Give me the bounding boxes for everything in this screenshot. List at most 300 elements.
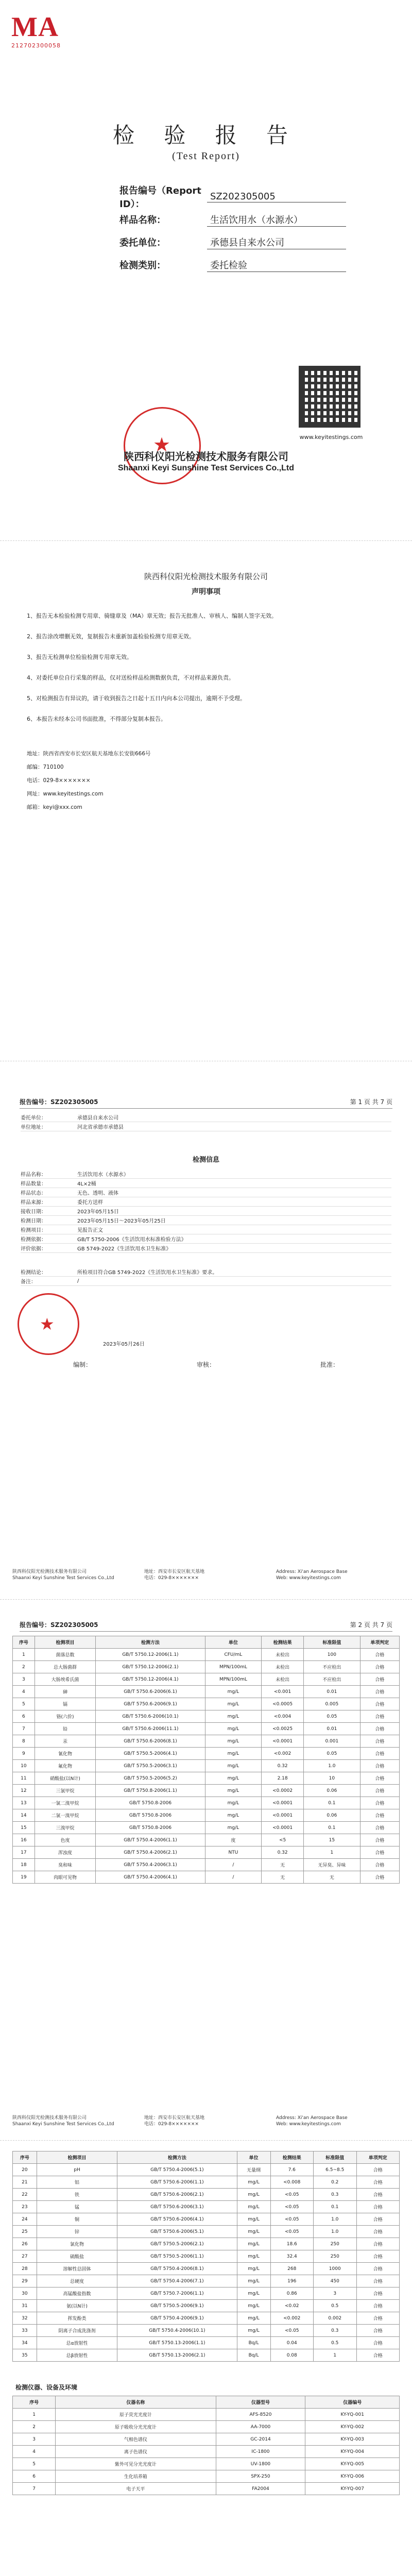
page-footer [12, 1569, 400, 1581]
table-cell: 合格 [360, 1772, 399, 1785]
table-row [13, 1785, 400, 1797]
table-cell: 4 [13, 2446, 56, 2458]
table-cell: <0.05 [270, 2201, 313, 2213]
table-cell: 0.86 [270, 2287, 313, 2300]
info-section-title: 检测信息 [192, 1156, 219, 1164]
info-key: 单位地址： [21, 1125, 46, 1130]
footer-line: Web: www.keyitestings.com [276, 2122, 341, 2127]
table-cell: 原子荧光光度计 [56, 2409, 216, 2421]
report-id: 报告编号：SZ202305005 [20, 1098, 98, 1106]
report-id: 报告编号：SZ202305005 [20, 1621, 98, 1629]
table-cell: <0.05 [270, 2325, 313, 2337]
table-cell: 总α放射性 [37, 2337, 117, 2349]
cover-field-row [119, 231, 346, 253]
table-cell: 31 [13, 2300, 37, 2312]
table-cell: 菌落总数 [35, 1649, 96, 1661]
table-cell: mg/L [205, 1797, 262, 1809]
table-cell: GB/T 5750.6-2006(2.1) [117, 2189, 237, 2201]
table-cell: 6.5~8.5 [313, 2164, 356, 2176]
table-cell: 合格 [360, 1723, 399, 1735]
table-cell: 268 [270, 2263, 313, 2275]
table-row [13, 2409, 400, 2421]
table-cell: 2 [13, 1661, 35, 1673]
table-cell: 合格 [360, 1760, 399, 1772]
column-header: 仪器名称 [56, 2396, 216, 2409]
info-value: 委托方送样 [77, 1200, 103, 1206]
table-cell: GB/T 5750.5-2006(4.1) [96, 1748, 205, 1760]
footer-line: Address: Xi'an Aerospace Base [276, 1569, 348, 1574]
table-cell: 3 [13, 1673, 35, 1686]
table-cell: 0.2 [313, 2176, 356, 2189]
field-value: SZ202305005 [207, 191, 346, 202]
table-cell: 16 [13, 1834, 35, 1846]
contact-line: 地址：陕西省西安市长安区航天基地东长安街666号 [27, 751, 151, 757]
table-cell: 35 [13, 2349, 37, 2362]
table-cell: 不应检出 [304, 1673, 360, 1686]
table-row [13, 2433, 400, 2446]
table-cell: 生化培养箱 [56, 2470, 216, 2483]
info-line [21, 1113, 391, 1122]
table-cell: 无 [262, 1859, 304, 1871]
table-cell: mg/L [237, 2201, 270, 2213]
table-cell: 铜 [37, 2213, 117, 2226]
table-cell: 氨(以N计) [37, 2300, 117, 2312]
table-cell: 4 [13, 1686, 35, 1698]
notice-page [0, 541, 412, 1061]
table-cell: 氰化物 [35, 1748, 96, 1760]
table-cell: GB/T 5750.6-2006(9.1) [96, 1698, 205, 1710]
table-cell: 23 [13, 2201, 37, 2213]
table-row [13, 1797, 400, 1809]
column-header: 单位 [237, 2151, 270, 2164]
field-value: 生活饮用水（水源水） [207, 213, 346, 227]
table-row [13, 1698, 400, 1710]
table-cell: 阴离子合成洗涤剂 [37, 2325, 117, 2337]
table-cell: 合格 [356, 2263, 399, 2275]
table-cell: mg/L [237, 2287, 270, 2300]
sign-approved: 批准： [320, 1361, 339, 1368]
qr-code-icon [299, 366, 360, 428]
table-cell: GB/T 5750.8-2006(1.1) [96, 1785, 205, 1797]
lab-name-en: Shaanxi Keyi Sunshine Test Services Co.,Ltd [117, 464, 295, 472]
table-row [13, 1834, 400, 1846]
column-header: 单项判定 [360, 1636, 399, 1649]
table-cell: 0.001 [304, 1735, 360, 1748]
table-row [13, 1760, 400, 1772]
info-line [21, 1179, 391, 1188]
table-cell: 合格 [360, 1661, 399, 1673]
table-cell: 0.32 [262, 1760, 304, 1772]
table-cell: KY-YQ-002 [305, 2421, 400, 2433]
field-value: 承德县自来水公司 [207, 235, 346, 249]
info-line [21, 1188, 391, 1197]
info-key: 评价依据： [21, 1246, 46, 1252]
table-cell: GB/T 5750.7-2006(1.1) [117, 2287, 237, 2300]
table-row [13, 2421, 400, 2433]
table-cell: 1 [304, 1846, 360, 1859]
table-row [13, 1772, 400, 1785]
table-cell: 8 [13, 1735, 35, 1748]
table-cell: <0.0001 [262, 1809, 304, 1822]
table-row [13, 1686, 400, 1698]
table-cell: AFS-8520 [216, 2409, 305, 2421]
table-cell: KY-YQ-007 [305, 2483, 400, 2495]
info-key: 样品来源： [21, 1200, 46, 1206]
table-cell: 一氯二溴甲烷 [35, 1797, 96, 1809]
table-cell: 硝酸盐(以N计) [35, 1772, 96, 1785]
table-row [13, 1673, 400, 1686]
table-cell: 总β放射性 [37, 2349, 117, 2362]
contact-line: 邮编：710100 [27, 764, 64, 770]
table-cell: GB/T 5750.5-2006(9.1) [117, 2300, 237, 2312]
table-cell: 未检出 [262, 1649, 304, 1661]
conclusion-text: 所检项目符合GB 5749-2022《生活饮用水卫生标准》要求。 [77, 1270, 218, 1276]
table-cell: GB/T 5750.6-2006(5.1) [117, 2226, 237, 2238]
table-cell: mg/L [237, 2176, 270, 2189]
results-table-1 [12, 1636, 400, 1884]
column-header: 单位 [205, 1636, 262, 1649]
table-cell: mg/L [237, 2250, 270, 2263]
column-header: 单项判定 [356, 2151, 399, 2164]
table-cell: GB/T 5750.4-2006(7.1) [117, 2275, 237, 2287]
table-cell: CFU/mL [205, 1649, 262, 1661]
footer-line: Address: Xi'an Aerospace Base [276, 2115, 348, 2121]
table-cell: 合格 [360, 1797, 399, 1809]
table-cell: 合格 [356, 2275, 399, 2287]
contact-line: 电话：029-8××××××× [27, 777, 91, 784]
table-cell: 合格 [360, 1785, 399, 1797]
table-cell: 合格 [360, 1735, 399, 1748]
table-cell: <0.004 [262, 1710, 304, 1723]
table-cell: 合格 [356, 2337, 399, 2349]
table-cell: 196 [270, 2275, 313, 2287]
table-cell: <0.001 [262, 1686, 304, 1698]
field-label: 委托单位： [119, 238, 166, 248]
table-cell: mg/L [205, 1748, 262, 1760]
table-cell: 合格 [360, 1859, 399, 1871]
table-cell: 19 [13, 1871, 35, 1884]
table-row [13, 1723, 400, 1735]
info-key: 委托单位： [21, 1115, 46, 1121]
table-cell: FA2004 [216, 2483, 305, 2495]
notice-heading: 声明事项 [192, 588, 220, 596]
table-cell: mg/L [205, 1698, 262, 1710]
table-cell: GB/T 5750.4-2006(2.1) [96, 1846, 205, 1859]
table-cell: 18 [13, 1859, 35, 1871]
table-header-row [13, 2151, 400, 2164]
table-cell: 紫外可见分光光度计 [56, 2458, 216, 2470]
table-cell: 合格 [360, 1673, 399, 1686]
column-header: 检测结果 [270, 2151, 313, 2164]
table-row [13, 1809, 400, 1822]
table-row [13, 2263, 400, 2275]
notice-item: 6、本报告未经本公司书面批准，不得部分复制本报告。 [27, 716, 166, 722]
table-row [13, 2470, 400, 2483]
table-cell: 无 [262, 1871, 304, 1884]
table-cell: 21 [13, 2176, 37, 2189]
table-cell: mg/L [205, 1785, 262, 1797]
table-cell: GB/T 5750.8-2006 [96, 1822, 205, 1834]
info-page [0, 1061, 412, 1600]
table-cell: 合格 [360, 1871, 399, 1884]
table-cell: mg/L [237, 2275, 270, 2287]
table-cell: 镉 [35, 1698, 96, 1710]
table-cell: 32.4 [270, 2250, 313, 2263]
info-key: 接收日期： [21, 1209, 46, 1215]
table-cell: 合格 [360, 1809, 399, 1822]
lab-name: 陕西科仪阳光检测技术服务有限公司 [124, 450, 288, 463]
table-cell: <0.05 [270, 2213, 313, 2226]
table-cell: 7 [13, 1723, 35, 1735]
report-title: 检 验 报 告 [112, 123, 300, 148]
table-cell: mg/L [237, 2226, 270, 2238]
cover-page [0, 0, 412, 541]
footer-line: 电话：029-8××××××× [144, 1575, 199, 1581]
page-footer [12, 2115, 400, 2127]
client-block [21, 1113, 391, 1131]
conclusion-block [21, 1267, 391, 1286]
table-cell: KY-YQ-004 [305, 2446, 400, 2458]
table-cell: 34 [13, 2337, 37, 2349]
table-cell: 锌 [37, 2226, 117, 2238]
table-cell: mg/L [205, 1809, 262, 1822]
table-cell: KY-YQ-005 [305, 2458, 400, 2470]
table-cell: 250 [313, 2250, 356, 2263]
table-row [13, 1661, 400, 1673]
table-cell: KY-YQ-003 [305, 2433, 400, 2446]
table-cell: <0.0001 [262, 1797, 304, 1809]
qr-caption: www.keyitestings.com [299, 434, 363, 440]
table-cell: <0.05 [270, 2189, 313, 2201]
table-cell: 合格 [356, 2226, 399, 2238]
table-cell: 挥发酚类 [37, 2312, 117, 2325]
table-cell: GB/T 5750.13-2006(2.1) [117, 2349, 237, 2362]
table-cell: <0.008 [270, 2176, 313, 2189]
table-cell: 5 [13, 2458, 56, 2470]
table-cell: 6 [13, 1710, 35, 1723]
cover-field-row [119, 253, 346, 276]
table-cell: <0.05 [270, 2226, 313, 2238]
info-value: 4L×2桶 [77, 1181, 96, 1187]
info-value: 河北省承德市承德县 [77, 1125, 124, 1130]
table-cell: 三溴甲烷 [35, 1822, 96, 1834]
table-cell: 14 [13, 1809, 35, 1822]
table-cell: 合格 [360, 1686, 399, 1698]
footer-line: 电话：029-8××××××× [144, 2122, 199, 2127]
table-cell: 26 [13, 2238, 37, 2250]
column-header: 序号 [13, 2151, 37, 2164]
table-cell: KY-YQ-001 [305, 2409, 400, 2421]
table-cell: 7 [13, 2483, 56, 2495]
cover-field-row [119, 208, 346, 231]
column-header: 检测结果 [262, 1636, 304, 1649]
table-header-row [13, 1636, 400, 1649]
signature-row [21, 1360, 391, 1369]
table-cell: UV-1800 [216, 2458, 305, 2470]
table-cell: mg/L [205, 1760, 262, 1772]
table-cell: <0.0001 [262, 1735, 304, 1748]
table-cell: 2 [13, 2421, 56, 2433]
table-cell: GB/T 5750.13-2006(1.1) [117, 2337, 237, 2349]
table-cell: 离子色谱仪 [56, 2446, 216, 2458]
table-cell: MPN/100mL [205, 1673, 262, 1686]
table-cell: 铅 [35, 1723, 96, 1735]
info-line [21, 1225, 391, 1234]
table-row [13, 1859, 400, 1871]
table-cell: 合格 [360, 1834, 399, 1846]
table-cell: 原子吸收分光光度计 [56, 2421, 216, 2433]
table-cell: 总硬度 [37, 2275, 117, 2287]
table-cell: 合格 [360, 1846, 399, 1859]
sign-reviewed: 审核： [196, 1361, 215, 1368]
table-cell: 气相色谱仪 [56, 2433, 216, 2446]
info-line [21, 1122, 391, 1131]
table-cell: GB/T 5750.4-2006(3.1) [96, 1859, 205, 1871]
table-row [13, 1822, 400, 1834]
table-cell: pH [37, 2164, 117, 2176]
info-value: 无色、透明、液体 [77, 1191, 118, 1196]
table-cell: 合格 [356, 2300, 399, 2312]
table-cell: 合格 [356, 2312, 399, 2325]
table-cell: 10 [304, 1772, 360, 1785]
table-cell: GB/T 5750.5-2006(3.1) [96, 1760, 205, 1772]
table-cell: 28 [13, 2263, 37, 2275]
table-row [13, 2287, 400, 2300]
cma-logo: MA [11, 11, 59, 42]
table-cell: mg/L [205, 1723, 262, 1735]
table-cell: AA-7000 [216, 2421, 305, 2433]
issue-date-block [103, 1340, 258, 1347]
info-key: 检测结论： [21, 1270, 46, 1276]
table-cell: 0.06 [304, 1809, 360, 1822]
table-cell: 15 [13, 1822, 35, 1834]
table-cell: 1.0 [313, 2213, 356, 2226]
notice-item: 5、对检测报告有异议的，请于收到报告之日起十五日内向本公司提出，逾期不予受理。 [27, 695, 246, 702]
table-cell: <0.0001 [262, 1822, 304, 1834]
table-cell: 17 [13, 1846, 35, 1859]
table-cell: 未检出 [262, 1661, 304, 1673]
table-cell: GB/T 5750.6-2006(11.1) [96, 1723, 205, 1735]
table-cell: mg/L [205, 1735, 262, 1748]
table-cell: 12 [13, 1785, 35, 1797]
table-cell: 硫酸盐 [37, 2250, 117, 2263]
column-header: 检测项目 [35, 1636, 96, 1649]
table-cell: GB/T 5750.5-2006(1.1) [117, 2250, 237, 2263]
table-cell: 铝 [37, 2176, 117, 2189]
table-row [13, 2250, 400, 2263]
table-cell: 10 [13, 1760, 35, 1772]
table-cell: 合格 [360, 1748, 399, 1760]
page-number: 第 1 页 共 7 页 [350, 1098, 392, 1106]
table-cell: GB/T 5750.6-2006(10.1) [96, 1710, 205, 1723]
table-row [13, 1871, 400, 1884]
table-cell: GB/T 5750.12-2006(2.1) [96, 1661, 205, 1673]
table-cell: 1 [313, 2349, 356, 2362]
table-cell: 0.08 [270, 2349, 313, 2362]
contact-line: 邮箱：keyi@xxx.com [27, 804, 82, 810]
table-cell: 30 [13, 2287, 37, 2300]
info-key: 样品名称： [21, 1172, 46, 1178]
table-cell: <0.0005 [262, 1698, 304, 1710]
table-cell: 0.3 [313, 2189, 356, 2201]
table-cell: 0.5 [313, 2300, 356, 2312]
info-key: 检测项目： [21, 1228, 46, 1233]
table-cell: IC-1800 [216, 2446, 305, 2458]
table-cell: <0.02 [270, 2300, 313, 2312]
table-cell: 0.01 [304, 1686, 360, 1698]
column-header: 仪器编号 [305, 2396, 400, 2409]
table-cell: 32 [13, 2312, 37, 2325]
table-cell: 合格 [356, 2349, 399, 2362]
table-cell: GB/T 5750.4-2006(1.1) [96, 1834, 205, 1846]
table-row [13, 2176, 400, 2189]
table-cell: 250 [313, 2238, 356, 2250]
table-cell: 无异臭、异味 [304, 1859, 360, 1871]
table-cell: 2.18 [262, 1772, 304, 1785]
table-cell: 锰 [37, 2201, 117, 2213]
table-cell: 29 [13, 2275, 37, 2287]
table-cell: Bq/L [237, 2337, 270, 2349]
table-cell: 25 [13, 2226, 37, 2238]
table-cell: 1.0 [304, 1760, 360, 1772]
table-cell: 汞 [35, 1735, 96, 1748]
table-cell: GB/T 5750.4-2006(5.1) [117, 2164, 237, 2176]
table-cell: 0.06 [304, 1785, 360, 1797]
table-cell: 合格 [356, 2189, 399, 2201]
info-key: 备注： [21, 1279, 36, 1285]
table-cell: GB/T 5750.6-2006(3.1) [117, 2201, 237, 2213]
table-cell: 6 [13, 2470, 56, 2483]
table-cell: 27 [13, 2250, 37, 2263]
info-value: GB 5749-2022《生活饮用水卫生标准》 [77, 1246, 171, 1252]
table-cell: GB/T 5750.8-2006 [96, 1797, 205, 1809]
table-cell: 5 [13, 1698, 35, 1710]
table-cell: 450 [313, 2275, 356, 2287]
info-value: GB/T 5750-2006《生活饮用水标准检验方法》 [77, 1237, 186, 1243]
notice-item: 2、报告涂改增删无效，复制报告未重新加盖检验检测专用章无效。 [27, 633, 195, 640]
table-cell: GB/T 5750.5-2006(2.1) [117, 2238, 237, 2250]
table-cell: 合格 [360, 1649, 399, 1661]
table-cell: 臭和味 [35, 1859, 96, 1871]
table-cell: 合格 [356, 2201, 399, 2213]
table-cell: 0.04 [270, 2337, 313, 2349]
info-line [21, 1216, 391, 1225]
report-title-en: (Test Report) [172, 150, 240, 162]
table-row [13, 1846, 400, 1859]
table-cell: GB/T 5750.6-2006(6.1) [96, 1686, 205, 1698]
table-row [13, 2337, 400, 2349]
table-cell: MPN/100mL [205, 1661, 262, 1673]
table-cell: 氯化物 [37, 2238, 117, 2250]
table-row [13, 2349, 400, 2362]
column-header: 检测方法 [117, 2151, 237, 2164]
table-cell: 未检出 [262, 1673, 304, 1686]
table-cell: 0.3 [313, 2325, 356, 2337]
column-header: 检测项目 [37, 2151, 117, 2164]
table-row [13, 2164, 400, 2176]
contact-line: 网址：www.keyitestings.com [27, 791, 104, 797]
table-cell: SPX-250 [216, 2470, 305, 2483]
table-cell: <0.002 [262, 1748, 304, 1760]
cover-fields [119, 185, 346, 276]
results-table-2 [12, 2151, 400, 2362]
footer-line: Shaanxi Keyi Sunshine Test Services Co.,Ltd [12, 1575, 114, 1581]
column-header: 标准限值 [313, 2151, 356, 2164]
table-cell: GB/T 5750.4-2006(8.1) [117, 2263, 237, 2275]
info-line [21, 1244, 391, 1253]
page-number: 第 2 页 共 7 页 [350, 1621, 392, 1629]
table-cell: mg/L [237, 2263, 270, 2275]
